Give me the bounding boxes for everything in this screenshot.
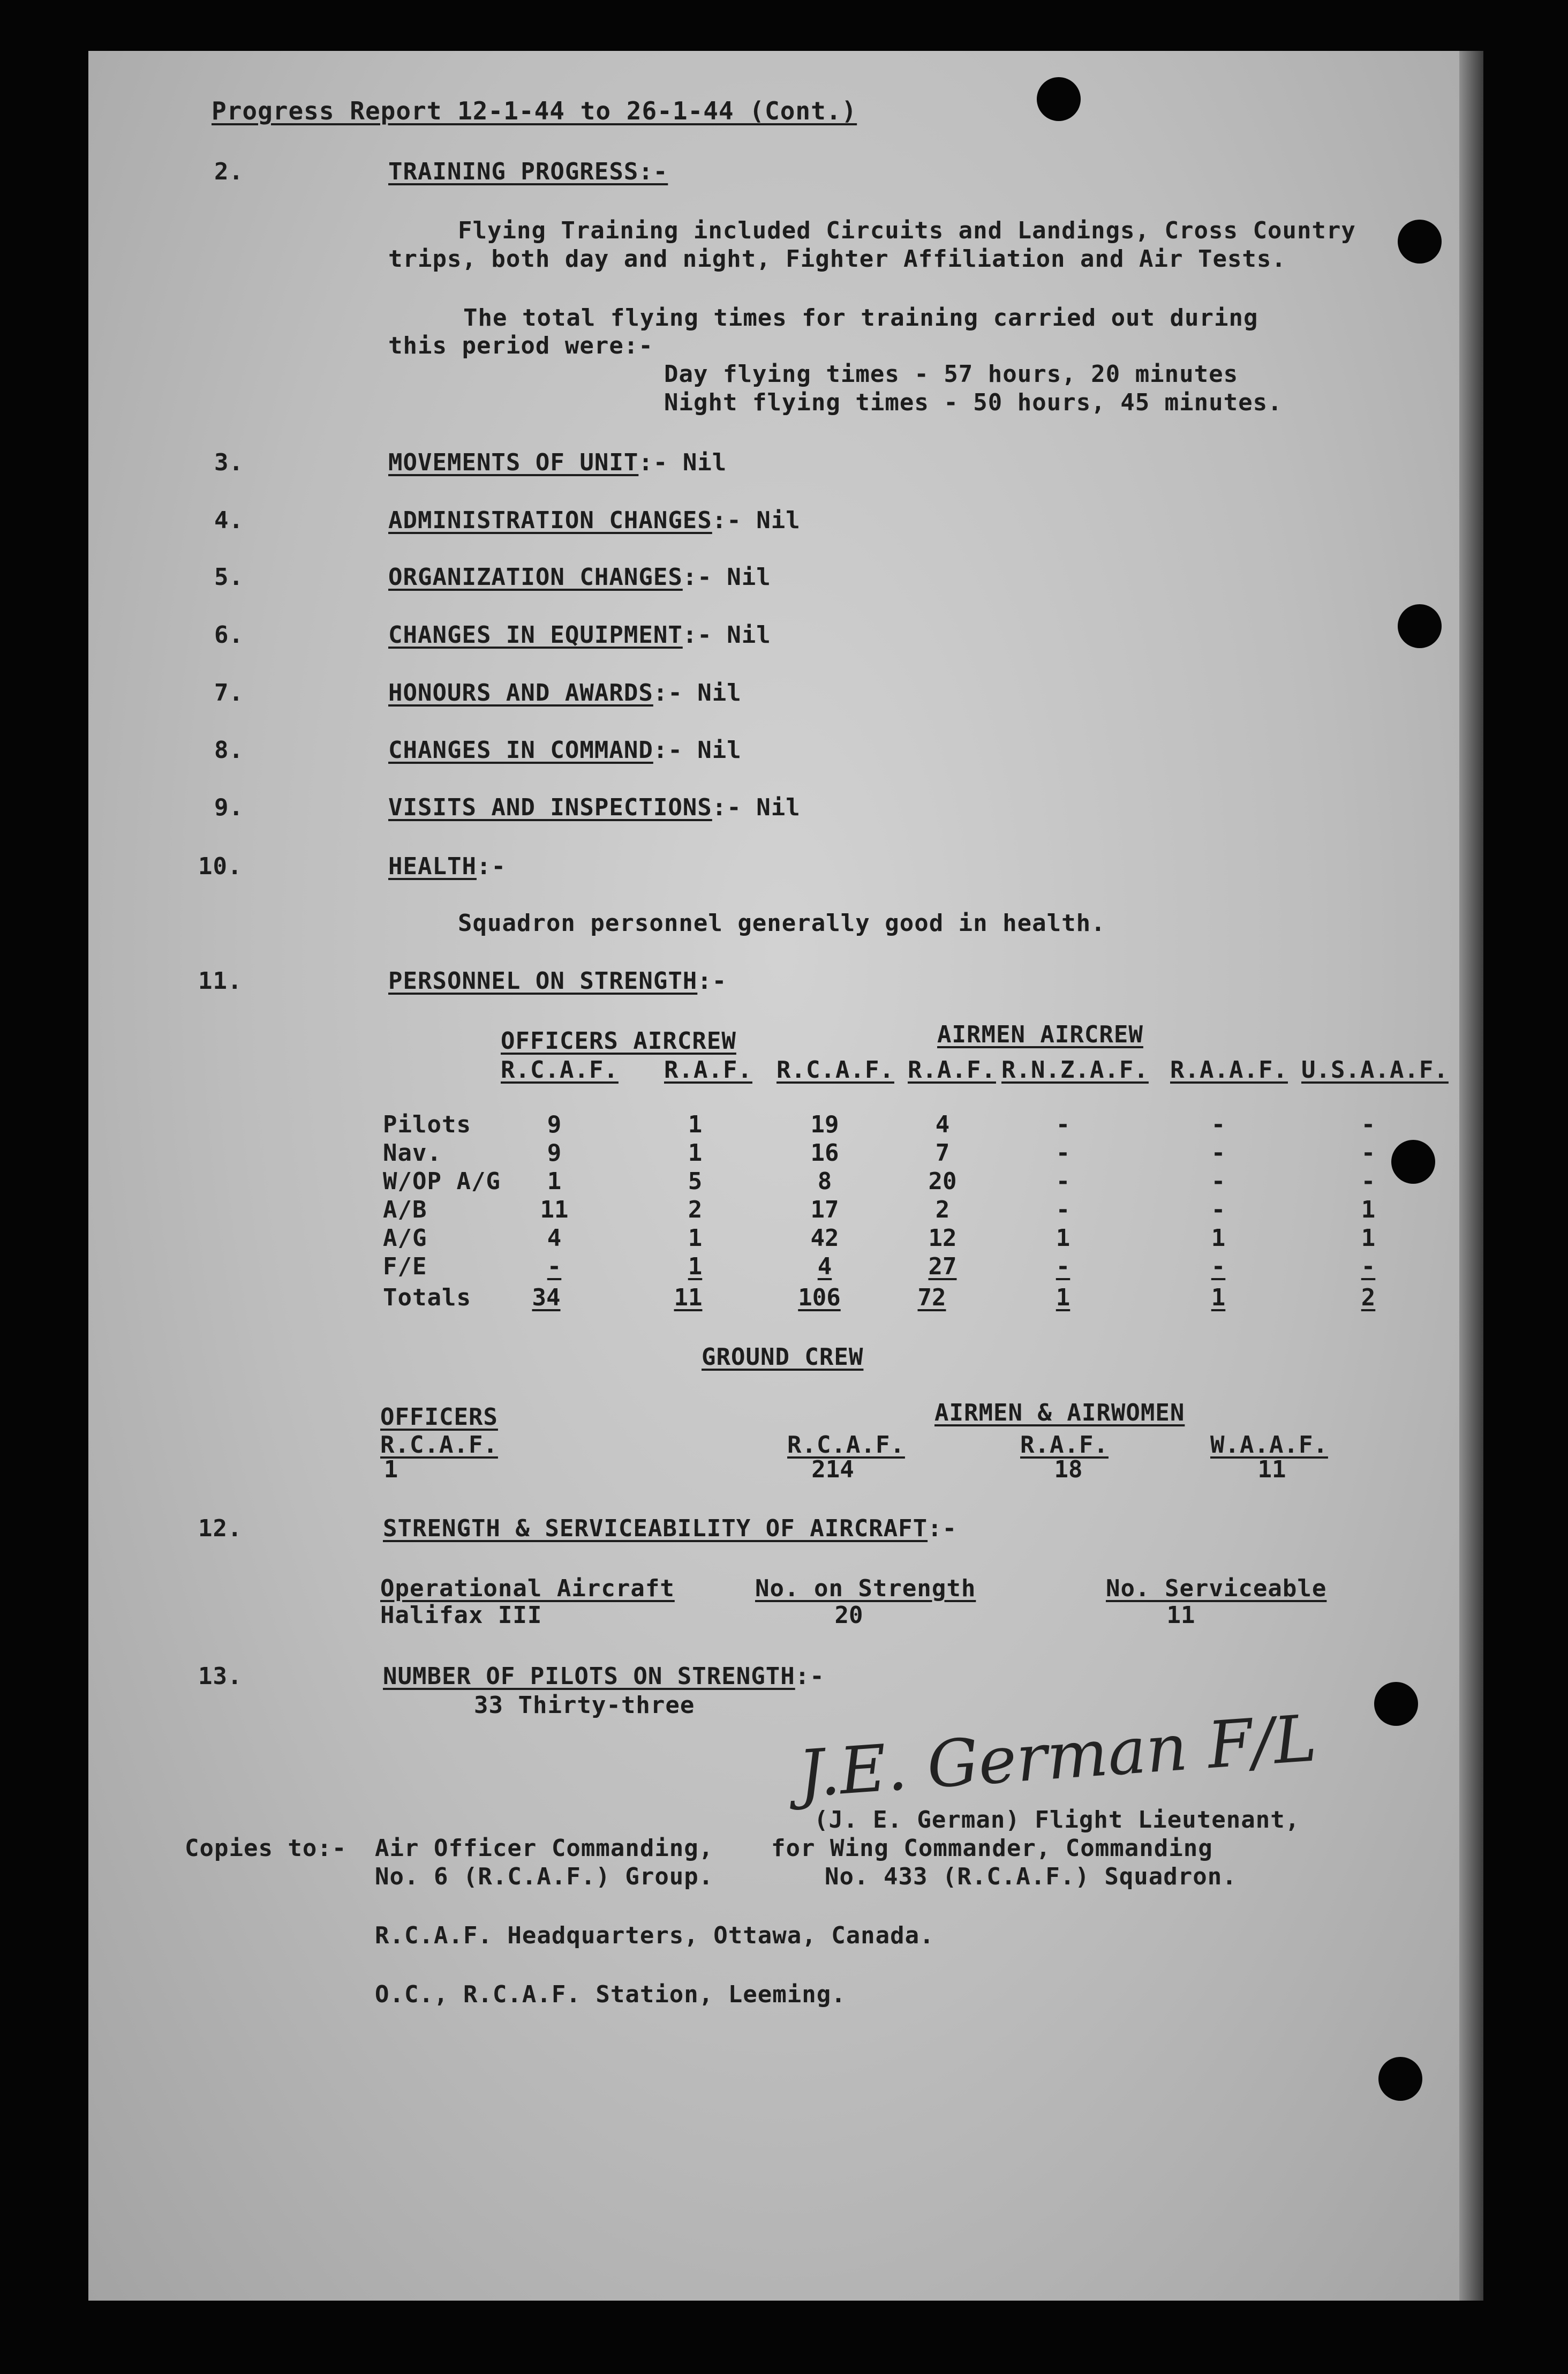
section-value: :- Nil	[712, 507, 801, 534]
signature-line: for Wing Commander, Commanding	[771, 1835, 1213, 1862]
section-heading	[383, 1663, 825, 1690]
table-cell: 4	[547, 1224, 562, 1252]
table-cell: -	[1056, 1168, 1071, 1195]
section-value: :- Nil	[638, 449, 727, 476]
copies-line: R.C.A.F. Headquarters, Ottawa, Canada.	[375, 1922, 934, 1949]
section-heading	[388, 737, 742, 764]
aircraft-header: Operational Aircraft	[380, 1575, 675, 1602]
table-cell: -	[1211, 1196, 1226, 1223]
section-number: 4.	[214, 507, 244, 534]
section-value: :-	[795, 1663, 825, 1690]
table-cell: -	[1056, 1139, 1071, 1167]
punch-hole	[1398, 604, 1442, 648]
aircraft-header: No. Serviceable	[1106, 1575, 1327, 1602]
section-number: 9.	[214, 794, 244, 821]
punch-hole	[1378, 2057, 1422, 2101]
section-heading	[388, 679, 742, 707]
gc-value: 214	[811, 1456, 854, 1483]
row-label: Nav.	[383, 1139, 442, 1167]
aircraft-type: Halifax III	[380, 1602, 542, 1629]
section-number: 5.	[214, 564, 244, 591]
section-value: :- Nil	[682, 564, 771, 591]
table-cell: 19	[810, 1111, 839, 1138]
table-cell: -	[1211, 1253, 1226, 1280]
table-cell: 5	[688, 1168, 703, 1195]
section-number: 6.	[214, 621, 244, 649]
pilots-count-text: 33 Thirty-three	[474, 1692, 695, 1719]
section-title: MOVEMENTS OF UNIT	[388, 449, 639, 476]
section-title: CHANGES IN COMMAND	[388, 737, 653, 764]
table-cell: 1	[1211, 1224, 1226, 1252]
total-cell: 11	[674, 1284, 703, 1311]
table-cell: 1	[688, 1111, 703, 1138]
table-cell: 27	[928, 1253, 957, 1280]
day-flying-times: Day flying times - 57 hours, 20 minutes	[664, 360, 1239, 388]
column-header: R.A.A.F.	[1170, 1056, 1288, 1084]
table-cell: -	[1361, 1139, 1376, 1167]
airmen-aircrew-heading: AIRMEN AIRCREW	[937, 1021, 1143, 1048]
total-cell: 34	[532, 1284, 561, 1311]
table-cell: 20	[928, 1168, 957, 1195]
section-title-training: TRAINING PROGRESS:-	[388, 158, 668, 185]
total-cell: 2	[1361, 1284, 1376, 1311]
total-cell: 72	[917, 1284, 946, 1311]
table-cell: 9	[547, 1139, 562, 1167]
copies-line: O.C., R.C.A.F. Station, Leeming.	[375, 1981, 846, 2008]
section-title: VISITS AND INSPECTIONS	[388, 794, 712, 821]
table-cell: 1	[688, 1224, 703, 1252]
table-cell: -	[1056, 1253, 1071, 1280]
section-heading	[388, 449, 727, 476]
aircraft-strength: 20	[834, 1602, 863, 1629]
copies-label: Copies to:-	[185, 1835, 347, 1862]
total-cell: 1	[1211, 1284, 1226, 1311]
training-text: this period were:-	[388, 332, 653, 359]
table-cell: 1	[547, 1168, 562, 1195]
section-heading	[388, 621, 771, 649]
table-cell: 1	[688, 1253, 703, 1280]
table-cell: 4	[935, 1111, 950, 1138]
column-header: R.C.A.F.	[501, 1056, 619, 1084]
punch-hole	[1374, 1682, 1418, 1726]
training-text: The total flying times for training carried out during	[463, 304, 1258, 332]
row-label: Pilots	[383, 1111, 471, 1138]
table-cell: -	[1211, 1111, 1226, 1138]
section-number: 12.	[198, 1515, 243, 1542]
section-value: :-	[928, 1515, 958, 1542]
section-number: 3.	[214, 449, 244, 476]
table-cell: -	[547, 1253, 562, 1280]
section-number: 7.	[214, 679, 244, 707]
totals-label: Totals	[383, 1284, 471, 1311]
gc-column-header: W.A.A.F.	[1210, 1431, 1328, 1459]
section-title: HEALTH	[388, 853, 477, 880]
section-title: ADMINISTRATION CHANGES	[388, 507, 712, 534]
section-title: HONOURS AND AWARDS	[388, 679, 653, 707]
table-cell: 1	[1361, 1196, 1376, 1223]
column-header: R.A.F.	[908, 1056, 996, 1084]
training-text: Flying Training included Circuits and Landings, Cross Country	[458, 217, 1356, 244]
table-cell: 8	[817, 1168, 832, 1195]
row-label: A/B	[383, 1196, 427, 1223]
gc-airmen-heading: AIRMEN & AIRWOMEN	[934, 1399, 1185, 1426]
section-number: 2.	[214, 158, 244, 185]
table-cell: -	[1056, 1111, 1071, 1138]
section-heading	[388, 794, 801, 821]
table-cell: 17	[810, 1196, 839, 1223]
table-cell: 4	[817, 1253, 832, 1280]
section-heading	[388, 853, 506, 880]
section-value: :-	[476, 853, 506, 880]
gc-value: 18	[1054, 1456, 1083, 1483]
handwritten-signature: J.E. German F/L	[796, 1701, 1319, 1812]
row-label: F/E	[383, 1253, 427, 1280]
signature-line: No. 433 (R.C.A.F.) Squadron.	[825, 1863, 1237, 1890]
section-title: NUMBER OF PILOTS ON STRENGTH	[383, 1663, 795, 1690]
gc-value: 1	[383, 1456, 398, 1483]
column-header: R.C.A.F.	[777, 1056, 894, 1084]
gc-value: 11	[1257, 1456, 1286, 1483]
section-number: 11.	[198, 967, 243, 995]
section-value: :-	[697, 967, 727, 995]
section-number: 10.	[198, 853, 243, 880]
table-cell: 12	[928, 1224, 957, 1252]
copies-line: Air Officer Commanding,	[375, 1835, 714, 1862]
signature-line: (J. E. German) Flight Lieutenant,	[814, 1806, 1300, 1834]
table-cell: 1	[688, 1139, 703, 1167]
aircraft-serviceable: 11	[1166, 1602, 1195, 1629]
row-label: W/OP A/G	[383, 1168, 501, 1195]
table-cell: 9	[547, 1111, 562, 1138]
section-number: 8.	[214, 737, 244, 764]
copies-line: No. 6 (R.C.A.F.) Group.	[375, 1863, 714, 1890]
gc-column-header: R.C.A.F.	[787, 1431, 905, 1459]
section-heading	[383, 1515, 957, 1542]
table-cell: -	[1361, 1111, 1376, 1138]
column-header: R.N.Z.A.F.	[1001, 1056, 1149, 1084]
table-cell: -	[1056, 1196, 1071, 1223]
table-cell: 2	[688, 1196, 703, 1223]
section-heading	[388, 564, 771, 591]
night-flying-times: Night flying times - 50 hours, 45 minutes.	[664, 389, 1283, 416]
punch-hole	[1398, 220, 1442, 264]
punch-hole	[1037, 77, 1081, 121]
table-cell: 11	[540, 1196, 569, 1223]
ground-crew-heading: GROUND CREW	[702, 1343, 864, 1371]
officers-aircrew-heading: OFFICERS AIRCREW	[501, 1027, 736, 1055]
gc-column-header: R.C.A.F.	[380, 1431, 498, 1459]
table-cell: -	[1361, 1253, 1376, 1280]
section-value: :- Nil	[653, 679, 742, 707]
section-value: :- Nil	[682, 621, 771, 649]
section-title: CHANGES IN EQUIPMENT	[388, 621, 683, 649]
section-number: 13.	[198, 1663, 243, 1690]
table-cell: 2	[935, 1196, 950, 1223]
section-heading	[388, 507, 801, 534]
column-header: R.A.F.	[664, 1056, 752, 1084]
table-cell: 7	[935, 1139, 950, 1167]
report-header: Progress Report 12-1-44 to 26-1-44 (Cont.)	[212, 96, 857, 125]
row-label: A/G	[383, 1224, 427, 1252]
gc-column-header: R.A.F.	[1020, 1431, 1109, 1459]
total-cell: 1	[1056, 1284, 1071, 1311]
table-cell: -	[1211, 1139, 1226, 1167]
section-value: :- Nil	[712, 794, 801, 821]
table-cell: -	[1361, 1168, 1376, 1195]
total-cell: 106	[798, 1284, 841, 1311]
table-cell: 1	[1056, 1224, 1071, 1252]
table-cell: 1	[1361, 1224, 1376, 1252]
table-cell: -	[1211, 1168, 1226, 1195]
section-heading	[388, 967, 727, 995]
training-text: trips, both day and night, Fighter Affiliation and Air Tests.	[388, 245, 1286, 273]
table-cell: 16	[810, 1139, 839, 1167]
table-cell: 42	[810, 1224, 839, 1252]
section-title: STRENGTH & SERVICEABILITY OF AIRCRAFT	[383, 1515, 928, 1542]
section-value: :- Nil	[653, 737, 742, 764]
section-title: ORGANIZATION CHANGES	[388, 564, 683, 591]
page-edge-shadow	[1459, 51, 1483, 2301]
section-title: PERSONNEL ON STRENGTH	[388, 967, 698, 995]
health-text: Squadron personnel generally good in health.	[458, 910, 1106, 937]
gc-officers-heading: OFFICERS	[380, 1403, 498, 1431]
column-header: U.S.A.A.F.	[1301, 1056, 1449, 1084]
aircraft-header: No. on Strength	[755, 1575, 976, 1602]
